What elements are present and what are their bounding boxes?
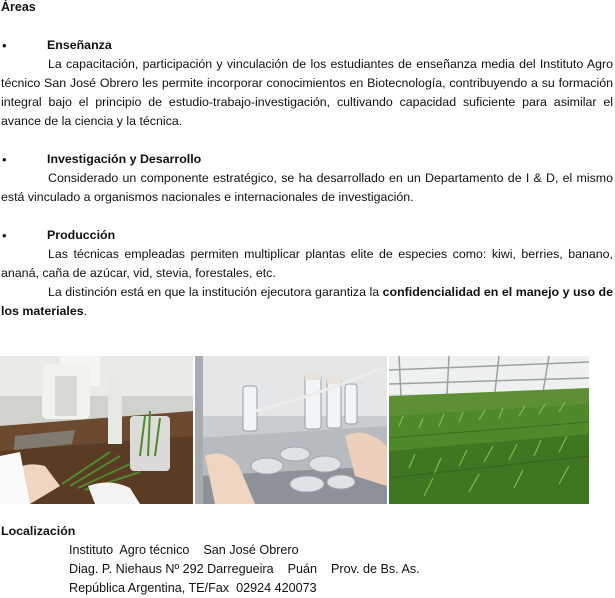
location-line-country-phone: República Argentina, TE/Fax 02924 420073 xyxy=(69,581,317,595)
section-paragraph: Las técnicas empleadas permiten multiplicar plantas elite de especies como: kiwi, berries, banano, ananá, caña de azúcar, vid, stevia, forestales, etc. xyxy=(1,247,613,280)
paragraph-strong-text: confidencialidad en el manejo y uso de los materiales xyxy=(1,285,613,318)
hood-photo-image xyxy=(195,356,387,504)
location-line-address: Diag. P. Niehaus Nº 292 Darregueira Puán Prov. de Bs. As. xyxy=(69,562,420,576)
laminar-flow-hood-photo xyxy=(195,356,387,504)
greenhouse-seedlings-photo xyxy=(389,356,589,504)
lab-photo-image xyxy=(0,356,193,504)
location-line-institution: Instituto Agro técnico San José Obrero xyxy=(69,543,299,557)
greenhouse-photo-image xyxy=(389,356,589,504)
location-title: Localización xyxy=(1,524,76,538)
photo-strip xyxy=(0,356,589,504)
section-title: Producción xyxy=(47,228,116,242)
bullet-icon: • xyxy=(2,152,7,167)
paragraph-text: La distinción está en que la institución ejecutora garantiza la xyxy=(48,285,383,299)
section-paragraph: Considerado un componente estratégico, se ha desarrollado en un Departamento de I & D, el mismo está vinculado a organismos nacionales e internacionales de investigación. xyxy=(1,171,613,204)
section-title: Investigación y Desarrollo xyxy=(47,152,202,166)
section-title: Enseñanza xyxy=(47,38,112,52)
location-address xyxy=(69,541,420,598)
paragraph-text-end: . xyxy=(83,304,88,318)
section-title-row xyxy=(0,36,613,55)
lab-plant-handling-photo xyxy=(0,356,193,504)
section-produccion xyxy=(0,226,613,321)
section-ensenanza xyxy=(0,36,613,131)
bullet-icon: • xyxy=(2,38,7,53)
bullet-icon: • xyxy=(2,228,7,243)
section-paragraph-confidentiality xyxy=(0,283,613,321)
page-heading: Áreas xyxy=(1,0,36,14)
section-investigacion-desarrollo xyxy=(0,150,613,207)
section-title-row xyxy=(0,150,613,169)
section-title-row xyxy=(0,226,613,245)
section-paragraph: La capacitación, participación y vinculación de los estudiantes de enseñanza media del Instituto Agro técnico San José Obrero les permite incorporar conocimientos en Biotecnología, contribuyendo a su formación integral bajo el principio de estudio-trabajo-investigación, cultivando capacidad suficiente para asimilar el avance de la ciencia y la técnica. xyxy=(1,57,613,128)
